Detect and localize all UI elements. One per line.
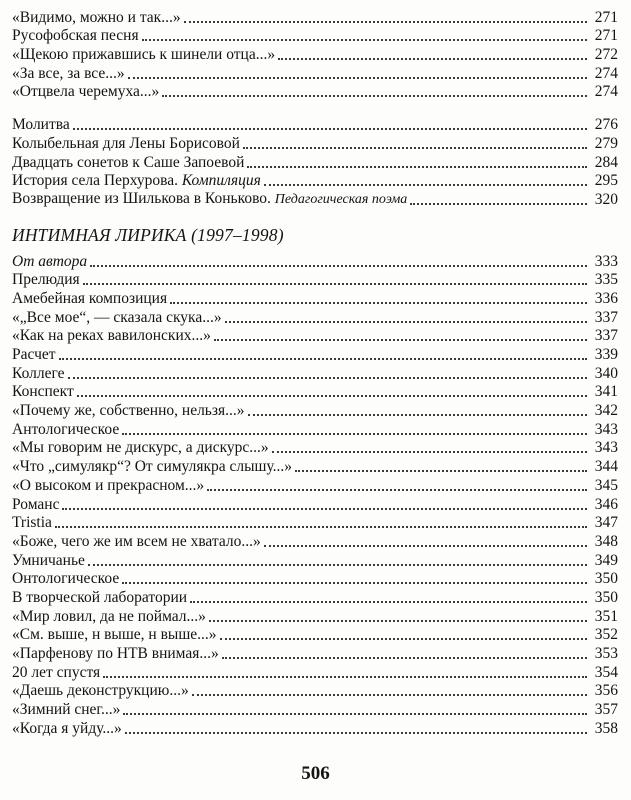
dot-leader — [278, 58, 587, 60]
dot-leader — [170, 302, 587, 304]
toc-entry-title: Онтологическое — [12, 570, 120, 588]
toc-entry-title: Двадцать сонетов к Саше Запоевой — [12, 153, 245, 171]
toc-entry-page: 276 — [594, 116, 618, 134]
toc-group-top — [12, 8, 618, 101]
toc-entry — [12, 626, 618, 645]
toc-entry-page: 295 — [594, 172, 618, 190]
toc-entry-title: «Даешь деконструкцию...» — [12, 682, 189, 700]
toc-entry-page: 335 — [594, 271, 618, 289]
toc-entry-title: «Парфенову по НТВ внимая...» — [12, 645, 219, 662]
toc-entry-page: 344 — [594, 458, 618, 476]
toc-entry — [12, 495, 618, 514]
toc-group-intimate — [12, 252, 618, 738]
dot-leader — [90, 265, 587, 267]
toc-entry-title: Умничанье — [12, 551, 85, 569]
toc-group-mid — [12, 115, 618, 208]
toc-entry — [12, 64, 618, 83]
dot-leader — [122, 582, 587, 584]
toc-entry-page: 350 — [594, 570, 618, 588]
toc-entry-title — [12, 190, 407, 209]
toc-entry-title: «Отцвела черемуха...» — [12, 83, 160, 101]
toc-entry-page: 356 — [594, 682, 618, 700]
dot-leader — [88, 564, 587, 566]
toc-entry-title: Расчет — [12, 346, 56, 363]
toc-entry-subtitle: Педагогическая поэма — [274, 191, 408, 207]
toc-entry-page: 346 — [594, 495, 618, 513]
dot-leader — [59, 358, 587, 360]
dot-leader — [220, 638, 587, 640]
dot-leader — [55, 526, 587, 528]
toc-entry-page: 352 — [594, 626, 618, 644]
toc-entry — [12, 476, 618, 495]
toc-entry-page: 345 — [594, 476, 618, 494]
dot-leader — [209, 620, 587, 622]
toc-entry-title: Романс — [12, 495, 60, 513]
dot-leader — [214, 339, 587, 341]
toc-entry-page: 343 — [594, 420, 618, 438]
toc-entry-page: 357 — [594, 701, 618, 719]
dot-leader — [162, 95, 587, 97]
toc-entry-title: Коллеге — [12, 364, 65, 382]
toc-page — [12, 8, 618, 738]
toc-entry-page: 271 — [594, 8, 618, 26]
toc-entry-title: «Боже, чего же им всем не хватало...» — [12, 532, 261, 550]
toc-entry — [12, 153, 618, 172]
toc-entry-title-main: История села Перхурова. — [12, 172, 178, 190]
toc-entry-subtitle: Компиляция — [181, 172, 261, 190]
dot-leader — [128, 77, 587, 79]
toc-entry-title: «Мы говорим не дискурс, а дискурс...» — [12, 439, 269, 457]
toc-entry-page: 279 — [594, 134, 618, 152]
toc-entry — [12, 190, 618, 209]
dot-leader — [264, 184, 587, 186]
toc-entry — [12, 532, 618, 551]
dot-leader — [73, 128, 587, 130]
toc-entry-title: Русофобская песня — [12, 27, 139, 45]
toc-entry-title: Tristia — [12, 514, 52, 532]
toc-entry — [12, 682, 618, 701]
toc-entry-title: «Почему же, собственно, нельзя...» — [12, 402, 245, 420]
toc-entry — [12, 420, 618, 439]
dot-leader — [264, 545, 587, 547]
toc-entry — [12, 551, 618, 570]
toc-entry — [12, 27, 618, 46]
toc-entry — [12, 8, 618, 27]
dot-leader — [248, 414, 587, 416]
toc-entry-page: 333 — [594, 252, 618, 270]
toc-entry-title: «Видимо, можно и так...» — [12, 8, 181, 26]
toc-entry — [12, 401, 618, 420]
dot-leader — [123, 713, 587, 715]
toc-entry-page: 342 — [594, 402, 618, 420]
toc-entry — [12, 588, 618, 607]
toc-entry-title: «См. выше, н выше, н выше...» — [12, 626, 217, 644]
dot-leader — [247, 166, 587, 168]
dot-leader — [142, 39, 587, 41]
toc-entry — [12, 271, 618, 290]
toc-entry-page: 349 — [594, 551, 618, 569]
dot-leader — [62, 508, 587, 510]
toc-entry-page: 339 — [594, 346, 618, 363]
toc-entry-page: 284 — [594, 153, 618, 171]
toc-entry — [12, 289, 618, 308]
dot-leader — [103, 676, 587, 678]
toc-entry-title: Амебейная композиция — [12, 289, 168, 307]
dot-leader — [222, 657, 587, 659]
toc-entry — [12, 134, 618, 153]
toc-entry — [12, 172, 618, 191]
toc-entry — [12, 644, 618, 663]
toc-entry-title: «За все, за все...» — [12, 64, 125, 82]
toc-entry — [12, 83, 618, 102]
toc-entry-subtitle: От автора — [12, 252, 88, 270]
toc-entry-page: 351 — [594, 607, 618, 625]
toc-entry-title: «Когда я уйду...» — [12, 719, 122, 737]
toc-entry-title: «О высоком и прекрасном...» — [12, 476, 205, 494]
toc-entry-title-main: Возвращение из Шилькова в Коньково. — [12, 189, 271, 207]
toc-entry — [12, 663, 618, 682]
toc-entry — [12, 252, 618, 271]
toc-entry — [12, 327, 618, 346]
toc-entry-page: 354 — [594, 663, 618, 681]
toc-entry — [12, 45, 618, 64]
toc-entry-title — [12, 172, 261, 190]
dot-leader — [68, 377, 588, 379]
section-heading: ИНТИМНАЯ ЛИРИКА (1997–1998) — [12, 224, 284, 245]
dot-leader — [122, 433, 587, 435]
dot-leader — [184, 21, 587, 23]
toc-entry — [12, 570, 618, 589]
dot-leader — [77, 395, 587, 397]
toc-entry-title: «Щекою прижавшись к шинели отца...» — [12, 46, 276, 64]
toc-entry — [12, 514, 618, 533]
toc-entry-title: 20 лет спустя — [12, 663, 101, 681]
toc-entry-title: «„Все мое“, — сказала скука...» — [12, 308, 222, 326]
toc-entry-page: 272 — [594, 46, 618, 64]
toc-entry-page: 337 — [594, 327, 618, 345]
toc-entry-title: «Что „симулякр“? От симулякра слышу...» — [12, 458, 293, 476]
toc-entry-title — [12, 253, 87, 271]
toc-entry — [12, 115, 618, 134]
dot-leader — [83, 283, 587, 285]
toc-entry — [12, 457, 618, 476]
toc-entry-page: 274 — [594, 83, 618, 101]
toc-entry-page: 343 — [594, 439, 618, 457]
toc-entry-title: «Зимний снег...» — [12, 701, 121, 719]
toc-entry-page: 340 — [594, 364, 618, 382]
toc-entry-page: 358 — [594, 719, 618, 737]
toc-entry — [12, 700, 618, 719]
dot-leader — [225, 321, 587, 323]
dot-leader — [243, 147, 587, 149]
toc-entry-title: Прелюдия — [12, 271, 80, 289]
toc-entry-page: 271 — [594, 27, 618, 45]
toc-entry-page: 347 — [594, 514, 618, 532]
toc-entry-page: 348 — [594, 532, 618, 550]
toc-entry — [12, 364, 618, 383]
toc-entry-page: 274 — [594, 64, 618, 82]
toc-entry-title: «Мир ловил, да не поймал...» — [12, 607, 206, 625]
spacer — [12, 101, 618, 115]
toc-entry-page: 320 — [594, 190, 618, 208]
toc-entry — [12, 607, 618, 626]
toc-entry-title: Молитва — [12, 116, 70, 134]
dot-leader — [410, 203, 587, 205]
toc-entry-page: 341 — [594, 383, 618, 401]
dot-leader — [207, 489, 587, 491]
dot-leader — [192, 694, 587, 696]
toc-entry — [12, 383, 618, 402]
dot-leader — [295, 470, 587, 472]
toc-entry — [12, 308, 618, 327]
dot-leader — [272, 451, 587, 453]
toc-entry — [12, 719, 618, 738]
toc-entry-title: «Как на реках вавилонских...» — [12, 327, 211, 345]
toc-entry-title: В творческой лаборатории — [12, 588, 188, 606]
toc-entry — [12, 345, 618, 364]
toc-entry-page: 336 — [594, 289, 618, 307]
dot-leader — [125, 732, 587, 734]
dot-leader — [190, 601, 587, 603]
toc-entry — [12, 439, 618, 458]
toc-entry-title: Колыбельная для Лены Борисовой — [12, 134, 240, 152]
toc-entry-page: 350 — [594, 588, 618, 606]
toc-entry-page: 353 — [594, 645, 618, 662]
page-number: 506 — [301, 763, 330, 784]
toc-entry-title: Конспект — [12, 383, 74, 401]
toc-entry-page: 337 — [594, 308, 618, 326]
toc-entry-title: Антологическое — [12, 420, 120, 438]
